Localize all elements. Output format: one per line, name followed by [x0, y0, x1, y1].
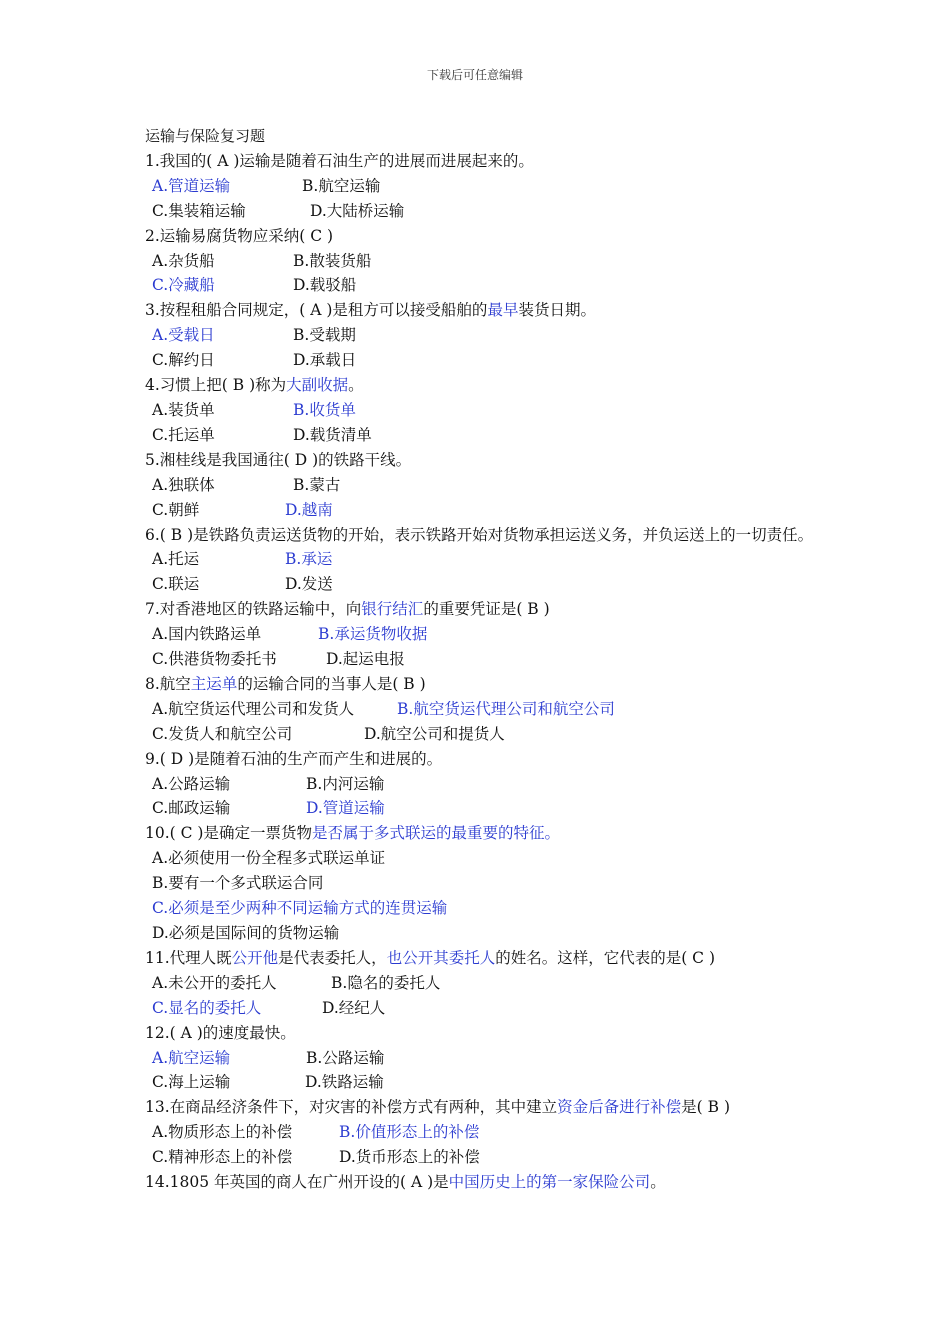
option: B.公路运输 — [306, 1048, 385, 1067]
options-row — [145, 622, 825, 647]
answer-option: C.显名的委托人 — [152, 998, 262, 1017]
option: D.起运电报 — [326, 650, 405, 669]
option: D.承载日 — [293, 351, 357, 370]
answer-option: D.越南 — [285, 500, 333, 519]
options-row — [145, 647, 825, 672]
options-row — [145, 697, 825, 722]
document-body — [145, 124, 825, 1195]
options-row — [145, 772, 825, 797]
option: C.邮政运输 — [152, 799, 231, 818]
question-6: 6.( B )是铁路负责运送货物的开始，表示铁路开始对货物承担运送义务，并负运送上的一切责任。 — [145, 525, 814, 544]
answer-option: A.管道运输 — [152, 176, 231, 195]
question-14: 14.1805 年英国的商人在广州开设的( A )是中国历史上的第一家保险公司。 — [145, 1173, 666, 1192]
options-row — [145, 273, 825, 298]
option: B.航空运输 — [302, 176, 381, 195]
question-11: 11.代理人既公开他是代表委托人，也公开其委托人的姓名。这样，它代表的是( C ) — [145, 948, 716, 967]
options-row — [145, 398, 825, 423]
option: D.大陆桥运输 — [310, 201, 405, 220]
options-row — [145, 547, 825, 572]
answer-option: B.承运 — [285, 550, 333, 569]
option: D.必须是国际间的货物运输 — [152, 924, 340, 942]
options-row — [145, 572, 825, 597]
option: C.联运 — [152, 575, 200, 594]
option: B.内河运输 — [306, 774, 385, 793]
options-row — [145, 249, 825, 274]
answer-option: B.承运货物收据 — [318, 625, 428, 644]
document-title: 运输与保险复习题 — [145, 127, 266, 145]
question-12: 12.( A )的速度最快。 — [145, 1023, 296, 1042]
option: D.货币形态上的补偿 — [339, 1148, 480, 1167]
option: B.要有一个多式联运合同 — [152, 874, 324, 893]
question-10: 10.( C )是确定一票货物是否属于多式联运的最重要的特征。 — [145, 824, 560, 843]
question-13: 13.在商品经济条件下，对灾害的补偿方式有两种，其中建立资金后备进行补偿是( B ) — [145, 1098, 731, 1117]
option: C.朝鲜 — [152, 500, 200, 519]
question-7: 7.对香港地区的铁路运输中，向银行结汇的重要凭证是( B ) — [145, 600, 550, 619]
option: D.载货清单 — [293, 425, 372, 444]
option: C.精神形态上的补偿 — [152, 1148, 293, 1167]
options-row — [145, 1046, 825, 1071]
options-row — [145, 1120, 825, 1145]
options-row — [145, 971, 825, 996]
option: A.国内铁路运单 — [152, 625, 262, 644]
option: D.载驳船 — [293, 276, 357, 295]
answer-option: C.冷藏船 — [152, 276, 215, 295]
option: D.航空公司和提货人 — [364, 724, 505, 743]
option: A.独联体 — [152, 475, 215, 494]
answer-option: B.收货单 — [293, 400, 356, 419]
options-row — [145, 423, 825, 448]
option: C.解约日 — [152, 351, 215, 370]
option: A.未公开的委托人 — [152, 973, 277, 992]
options-row — [145, 323, 825, 348]
answer-option: C.必须是至少两种不同运输方式的连贯运输 — [152, 899, 448, 918]
options-row — [145, 498, 825, 523]
option: B.散装货船 — [293, 251, 372, 270]
options-row — [145, 348, 825, 373]
option: C.集装箱运输 — [152, 201, 246, 220]
answer-option: A.航空运输 — [152, 1048, 231, 1067]
options-row — [145, 996, 825, 1021]
question-2: 2.运输易腐货物应采纳( C ) — [145, 226, 334, 245]
option: A.托运 — [152, 550, 200, 569]
option: A.必须使用一份全程多式联运单证 — [152, 849, 386, 868]
option: B.蒙古 — [293, 475, 341, 494]
question-3: 3.按程租船合同规定，( A )是租方可以接受船舶的最早装货日期。 — [145, 301, 596, 320]
question-1: 1.我国的( A )运输是随着石油生产的进展而进展起来的。 — [145, 151, 534, 170]
options-row — [145, 1070, 825, 1095]
options-row — [145, 796, 825, 821]
options-row — [145, 199, 825, 224]
options-row — [145, 473, 825, 498]
answer-option: A.受载日 — [152, 326, 215, 345]
question-9: 9.( D )是随着石油的生产而产生和进展的。 — [145, 749, 443, 768]
question-8: 8.航空主运单的运输合同的当事人是( B ) — [145, 674, 426, 693]
option: B.受载期 — [293, 326, 356, 345]
option: B.隐名的委托人 — [331, 973, 441, 992]
option: D.经纪人 — [322, 998, 386, 1017]
option: C.发货人和航空公司 — [152, 724, 293, 743]
option: A.航空货运代理公司和发货人 — [152, 699, 355, 718]
option: C.海上运输 — [152, 1073, 231, 1092]
answer-option: B.航空货运代理公司和航空公司 — [397, 699, 615, 718]
options-row — [145, 1145, 825, 1170]
question-4: 4.习惯上把( B )称为大副收据。 — [145, 376, 364, 395]
option: C.托运单 — [152, 425, 215, 444]
option: A.装货单 — [152, 400, 215, 419]
option: A.物质形态上的补偿 — [152, 1123, 293, 1142]
options-row — [145, 722, 825, 747]
option: D.发送 — [285, 575, 333, 594]
option: D.铁路运输 — [305, 1073, 384, 1092]
option: A.公路运输 — [152, 774, 231, 793]
option: A.杂货船 — [152, 251, 215, 270]
answer-option: D.管道运输 — [306, 799, 385, 818]
question-5: 5.湘桂线是我国通往( D )的铁路干线。 — [145, 450, 412, 469]
page-header: 下载后可任意编辑 — [426, 68, 523, 82]
answer-option: B.价值形态上的补偿 — [339, 1123, 480, 1142]
options-row — [145, 174, 825, 199]
option: C.供港货物委托书 — [152, 650, 277, 669]
